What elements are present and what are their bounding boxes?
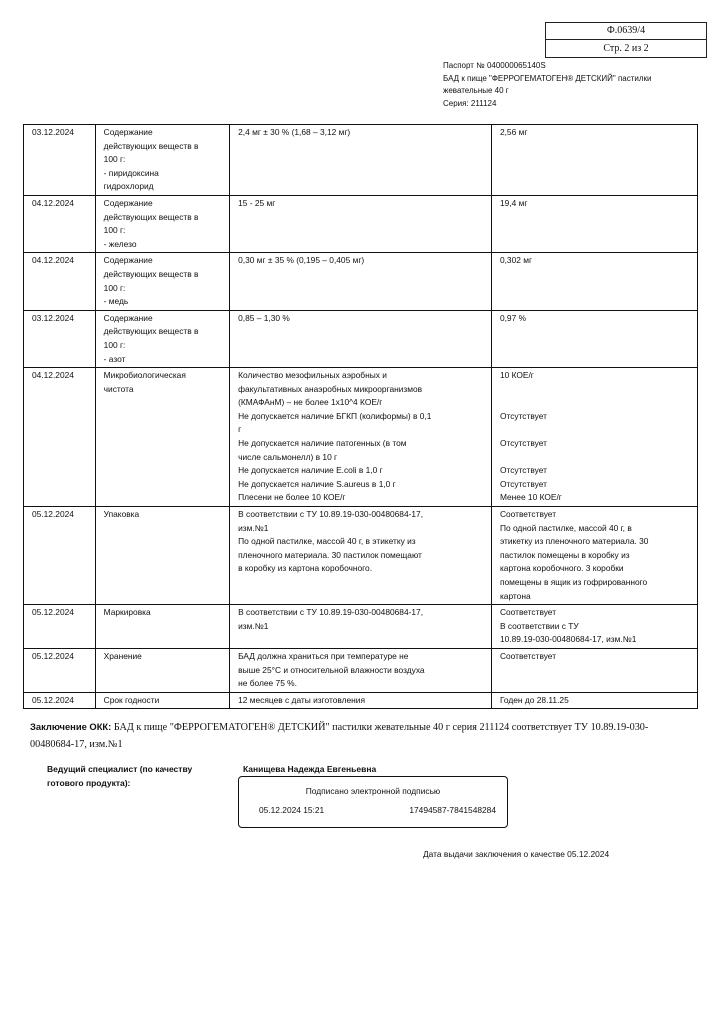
product-name-line1: БАД к пище "ФЕРРОГЕМАТОГЕН® ДЕТСКИЙ" пастилки <box>443 73 652 83</box>
quality-results-table <box>23 124 698 709</box>
cell-parameter-line: действующих веществ в <box>103 326 199 337</box>
cell-parameter-line: - азот <box>103 353 126 364</box>
cell-result-line <box>500 451 691 465</box>
cell-norm <box>230 648 492 692</box>
cell-result-line: 2,56 мг <box>499 127 528 137</box>
passport-number: Паспорт № 040000065140S <box>443 61 546 70</box>
cell-parameter-line: Упаковка <box>103 509 140 520</box>
cell-norm <box>230 368 492 507</box>
cell-norm-line: в коробку из картона коробочного. <box>238 563 373 574</box>
cell-result-line: Менее 10 КОЕ/г <box>499 492 562 503</box>
cell-parameter-line: Содержание <box>103 312 153 323</box>
cell-norm <box>230 692 492 709</box>
cell-result-line: 19,4 мг <box>499 197 528 208</box>
table-row <box>24 368 698 507</box>
cell-result-line: пастилок помещены в коробку из <box>499 549 630 560</box>
cell-parameter-line: гидрохлорид <box>103 181 154 192</box>
cell-norm-line: (КМАФАнМ) – не более 1х10^4 КОЕ/г <box>238 397 383 408</box>
specialist-name: Канищева Надежда Евгеньевна <box>243 764 377 774</box>
issue-date: Дата выдачи заключения о качестве 05.12.2024 <box>423 849 610 859</box>
cell-parameter <box>95 605 229 649</box>
cell-parameter-line: Срок годности <box>103 694 160 705</box>
cell-result-line: Отсутствует <box>499 438 547 449</box>
cell-result-line: картона коробочного. 3 коробки <box>499 563 624 574</box>
cell-date-value: 04.12.2024 <box>32 197 74 208</box>
cell-date-value: 03.12.2024 <box>32 312 74 323</box>
series-number: Серия: 211124 <box>443 98 497 108</box>
cell-parameter <box>95 648 229 692</box>
cell-date <box>24 692 96 709</box>
cell-norm-line: факультативных анаэробных микроорганизмов <box>238 383 423 394</box>
cell-norm-line: изм.№1 <box>238 522 269 533</box>
cell-parameter-line: чистота <box>103 383 134 394</box>
passport-header <box>443 60 652 110</box>
cell-parameter-line: Хранение <box>103 650 142 661</box>
cell-result-line: помещены в ящик из гофрированного <box>499 577 648 587</box>
cell-parameter-line: действующих веществ в <box>103 211 199 222</box>
cell-parameter <box>95 195 229 252</box>
cell-parameter-line: - пиридоксина <box>103 167 159 178</box>
cell-norm <box>230 195 492 252</box>
cell-result-line: В соответствии с ТУ <box>499 620 579 631</box>
cell-parameter-line: 100 г: <box>103 225 126 236</box>
cell-result-line <box>500 383 691 397</box>
cell-result-line: 10.89.19-030-00480684-17, изм.№1 <box>499 634 637 645</box>
cell-parameter-line: действующих веществ в <box>103 268 199 279</box>
cell-result <box>491 253 697 310</box>
cell-parameter <box>95 125 229 196</box>
cell-parameter-line: - железо <box>103 238 137 249</box>
table-row <box>24 648 698 692</box>
cell-parameter <box>95 310 229 367</box>
cell-norm-line: 0,30 мг ± 35 % (0,195 – 0,405 мг) <box>238 255 365 266</box>
cell-result-line <box>500 396 691 410</box>
cell-norm-line: В соответствии с ТУ 10.89.19-030-00480684-17, <box>238 509 424 520</box>
cell-result <box>491 692 697 709</box>
cell-parameter-line: Содержание <box>103 127 153 137</box>
cell-norm-line: В соответствии с ТУ 10.89.19-030-00480684-17, <box>238 607 424 618</box>
cell-result-line: Соответствует <box>499 509 557 520</box>
cell-result-line: картона <box>499 590 531 601</box>
cell-result <box>491 195 697 252</box>
cell-parameter-line: 100 г: <box>103 339 126 350</box>
specialist-role-line2: готового продукта): <box>47 778 131 788</box>
cell-result <box>491 125 697 196</box>
conclusion-text: БАД к пище "ФЕРРОГЕМАТОГЕН® ДЕТСКИЙ" пастилки жевательные 40 г серия 211124 соответствует ТУ 10.89.19-030-00480684-17, изм.№1 <box>30 722 649 750</box>
cell-result <box>491 507 697 605</box>
cell-result-line: 10 КОЕ/г <box>499 370 534 381</box>
specialist-role-line1: Ведущий специалист (по качеству <box>47 764 193 774</box>
table-row <box>24 195 698 252</box>
cell-result-line: Годен до 28.11.25 <box>499 694 569 705</box>
cell-date-value: 04.12.2024 <box>32 370 74 381</box>
cell-parameter <box>95 253 229 310</box>
cell-norm-line: г <box>238 424 242 435</box>
conclusion-label: Заключение ОКК: <box>30 721 112 732</box>
cell-norm-line: 2,4 мг ± 30 % (1,68 – 3,12 мг) <box>238 127 351 137</box>
cell-date-value: 05.12.2024 <box>32 509 74 520</box>
cell-norm-line: Не допускается наличие S.aureus в 1,0 г <box>238 478 396 489</box>
cell-date <box>24 253 96 310</box>
cell-norm-line: 12 месяцев с даты изготовления <box>238 694 365 705</box>
cell-norm-line: выше 25°С и относительной влажности воздуха <box>238 664 425 675</box>
cell-norm-line: не более 75 %. <box>238 678 297 689</box>
cell-result-line: Соответствует <box>499 650 557 661</box>
cell-norm-line: По одной пастилке, массой 40 г, в этикетку из <box>238 536 416 547</box>
cell-norm-line: пленочного материала. 30 пастилок помещают <box>238 549 422 560</box>
cell-parameter-line: действующих веществ в <box>103 140 199 151</box>
cell-date <box>24 648 96 692</box>
signature-code: 17494587-7841548284 <box>409 805 496 815</box>
cell-norm-line: Количество мезофильных аэробных и <box>238 370 387 381</box>
signature-datetime: 05.12.2024 15:21 <box>259 805 325 815</box>
cell-norm <box>230 310 492 367</box>
table-row <box>24 692 698 709</box>
cell-result-line: Отсутствует <box>499 410 547 421</box>
cell-norm-line: числе сальмонелл) в 10 г <box>238 451 338 462</box>
cell-norm-line: Не допускается наличие БГКП (колиформы) в 0,1 <box>238 410 432 421</box>
cell-result-line: По одной пастилке, массой 40 г, в <box>499 522 632 533</box>
form-number-box <box>545 22 707 58</box>
cell-parameter <box>95 692 229 709</box>
cell-result-line: 0,97 % <box>499 312 527 323</box>
cell-date-value: 03.12.2024 <box>32 127 74 137</box>
cell-date-value: 04.12.2024 <box>32 255 74 266</box>
cell-date-value: 05.12.2024 <box>32 607 74 618</box>
cell-parameter-line: 100 г: <box>103 154 126 165</box>
cell-result <box>491 368 697 507</box>
cell-result <box>491 310 697 367</box>
cell-result-line: 0,302 мг <box>499 255 533 266</box>
cell-parameter-line: Маркировка <box>103 607 151 618</box>
cell-parameter <box>95 368 229 507</box>
cell-parameter-line: 100 г: <box>103 282 126 293</box>
cell-norm <box>230 605 492 649</box>
cell-result-line: этикетку из пленочного материала. 30 <box>499 536 649 547</box>
cell-result-line: Отсутствует <box>499 478 547 489</box>
cell-result <box>491 605 697 649</box>
cell-date <box>24 125 96 196</box>
page-info: Стр. 2 из 2 <box>546 39 706 57</box>
cell-date-value: 05.12.2024 <box>32 694 74 705</box>
cell-norm <box>230 507 492 605</box>
cell-parameter-line: - медь <box>103 296 129 307</box>
table-row <box>24 125 698 196</box>
cell-norm-line: БАД должна храниться при температуре не <box>238 650 409 661</box>
cell-date <box>24 605 96 649</box>
cell-date <box>24 195 96 252</box>
conclusion <box>30 718 670 753</box>
cell-result-line <box>500 423 691 437</box>
cell-parameter-line: Содержание <box>103 197 153 208</box>
table-row <box>24 605 698 649</box>
cell-date <box>24 507 96 605</box>
cell-parameter-line: Содержание <box>103 255 153 266</box>
signature-title: Подписано электронной подписью <box>305 786 441 796</box>
cell-norm-line: Плесени не более 10 КОЕ/г <box>238 492 346 503</box>
cell-norm-line: Не допускается наличие E.coli в 1,0 г <box>238 465 383 476</box>
cell-norm-line: Не допускается наличие патогенных (в том <box>238 438 407 449</box>
product-name-line2: жевательные 40 г <box>443 86 509 95</box>
cell-date <box>24 368 96 507</box>
cell-result-line: Соответствует <box>499 607 557 618</box>
cell-result <box>491 648 697 692</box>
specialist-role <box>47 762 192 790</box>
form-number: Ф.0639/4 <box>606 25 646 36</box>
cell-norm <box>230 125 492 196</box>
cell-date <box>24 310 96 367</box>
cell-norm-line: 15 - 25 мг <box>238 197 276 208</box>
cell-norm-line: изм.№1 <box>238 620 269 631</box>
cell-norm-line: 0,85 – 1,30 % <box>238 312 290 323</box>
cell-parameter <box>95 507 229 605</box>
electronic-signature-stamp <box>238 776 508 828</box>
cell-parameter-line: Микробиологическая <box>103 370 186 381</box>
cell-result-line: Отсутствует <box>499 465 547 476</box>
table-row <box>24 507 698 605</box>
cell-date-value: 05.12.2024 <box>32 650 74 661</box>
table-row <box>24 310 698 367</box>
table-row <box>24 253 698 310</box>
cell-norm <box>230 253 492 310</box>
